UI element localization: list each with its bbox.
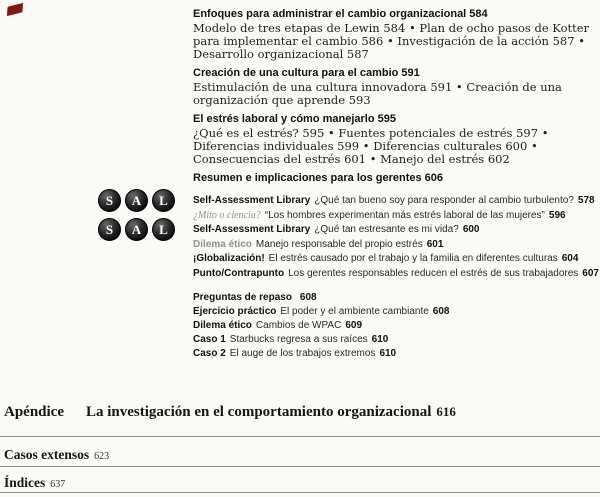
back-section-casos-extensos [4,447,109,463]
end-row-caso-1 [193,333,597,347]
toc-heading-label: Enfoques para administrar el cambio organizacional [193,8,467,20]
divider [0,492,600,493]
feature-page-number: 604 [561,253,579,264]
feature-label: Self-Assessment Library [193,195,311,206]
feature-text: El estrés causado por el trabajo y la familia en diferentes culturas [268,253,558,264]
toc-heading-label: Resumen e implicaciones para los gerentes [193,172,422,184]
toc-main-column [105,8,599,361]
end-page-number: 608 [299,292,317,303]
feature-label: ¿Mito o ciencia? [193,209,261,221]
red-tick-mark [7,3,23,16]
feature-label: Punto/Contrapunto [193,267,285,279]
end-page-number: 610 [379,348,397,359]
feature-text: ¿Qué tan bueno soy para responder al cambio turbulento? [314,195,574,206]
back-section-page: 623 [94,451,110,462]
chapter-end-matter [193,291,597,361]
back-section-title: Índices [4,475,46,490]
toc-heading [193,172,597,185]
toc-heading [193,8,597,21]
feature-list [105,192,599,280]
back-section-subtitle: La investigación en el comportamiento organizacional [86,404,432,420]
feature-label: Self-Assessment Library [193,224,311,235]
end-row-preguntas [193,291,597,305]
sal-circle-l: L [152,189,175,212]
toc-subentries: Estimulación de una cultura innovadora 591 • Creación de una organización que aprende 593 [193,80,562,107]
end-text: El poder y el ambiente cambiante [280,306,429,317]
toc-subentries: Modelo de tres etapas de Lewin 584 • Plan de ocho pasos de Kotter para implementar el cambio 586 • Investigación de la acción 587 • Desarrollo organizacional 587 [193,21,590,61]
sal-circle-a: A [125,218,148,241]
toc-page-number: 584 [469,8,488,20]
sal-circle-a: A [125,189,148,212]
feature-text: Manejo responsable del propio estrés [255,238,423,250]
feature-text: Los gerentes responsables reducen el estrés de sus trabajadores [288,267,579,279]
end-label: Caso 1 [193,334,226,345]
end-page-number: 609 [345,320,363,331]
sal-icon [98,189,180,213]
feature-label: ¡Globalización! [193,253,265,264]
divider [0,466,600,467]
back-section-apendice [4,404,596,421]
sal-circle-s: S [98,189,121,212]
feature-row-punto-contrapunto [193,267,597,281]
sal-icon [98,218,180,242]
toc-heading-label: El estrés laboral y cómo manejarlo [193,113,375,125]
back-section-indices [4,475,65,491]
feature-row-self-assessment-1 [105,192,597,208]
end-row-caso-2 [193,347,597,361]
toc-page-number: 595 [377,113,396,125]
feature-text: ¿Qué tan estresante es mi vida? [314,224,459,235]
sal-circle-s: S [98,218,121,241]
end-label: Preguntas de repaso [193,292,292,303]
divider [0,436,600,437]
feature-text: “Los hombres experimentan más estrés laboral de las mujeres” [264,209,545,221]
end-text: Cambios de WPAC [255,320,342,331]
back-section-title: Casos extensos [4,447,90,462]
feature-row-self-assessment-2 [105,221,597,237]
feature-page-number: 600 [462,224,480,235]
end-label: Dilema ético [193,320,252,331]
toc-heading [193,67,597,80]
end-row-ejercicio [193,305,597,319]
feature-row-mito-o-ciencia [193,209,597,223]
toc-subentries: ¿Qué es el estrés? 595 • Fuentes potenciales de estrés 597 • Diferencias individuales 599 • Diferencias culturales 600 • Consecuencias del estrés 601 • Manejo del estrés 602 [193,126,549,166]
end-text: Starbucks regresa a sus raíces [229,334,368,345]
feature-page-number: 596 [548,209,566,221]
feature-page-number: 578 [577,195,595,206]
toc-page-number: 606 [424,172,444,184]
end-page-number: 610 [371,334,389,345]
toc-page-number: 591 [401,67,420,79]
end-label: Ejercicio práctico [193,306,277,317]
back-section-page: 637 [50,479,66,490]
end-label: Caso 2 [193,348,226,359]
feature-row-dilema-etico [193,238,597,252]
feature-label: Dilema ético [193,238,252,250]
back-section-title: Apéndice [4,404,64,420]
end-row-dilema [193,319,597,333]
end-page-number: 608 [432,306,450,317]
feature-page-number: 607 [582,267,599,279]
feature-row-globalizacion [193,252,597,266]
back-section-page: 616 [436,404,456,419]
feature-page-number: 601 [426,238,444,250]
end-text: El auge de los trabajos extremos [229,348,376,359]
toc-heading-label: Creación de una cultura para el cambio [193,67,399,79]
toc-heading [193,113,597,126]
sal-circle-l: L [152,218,175,241]
